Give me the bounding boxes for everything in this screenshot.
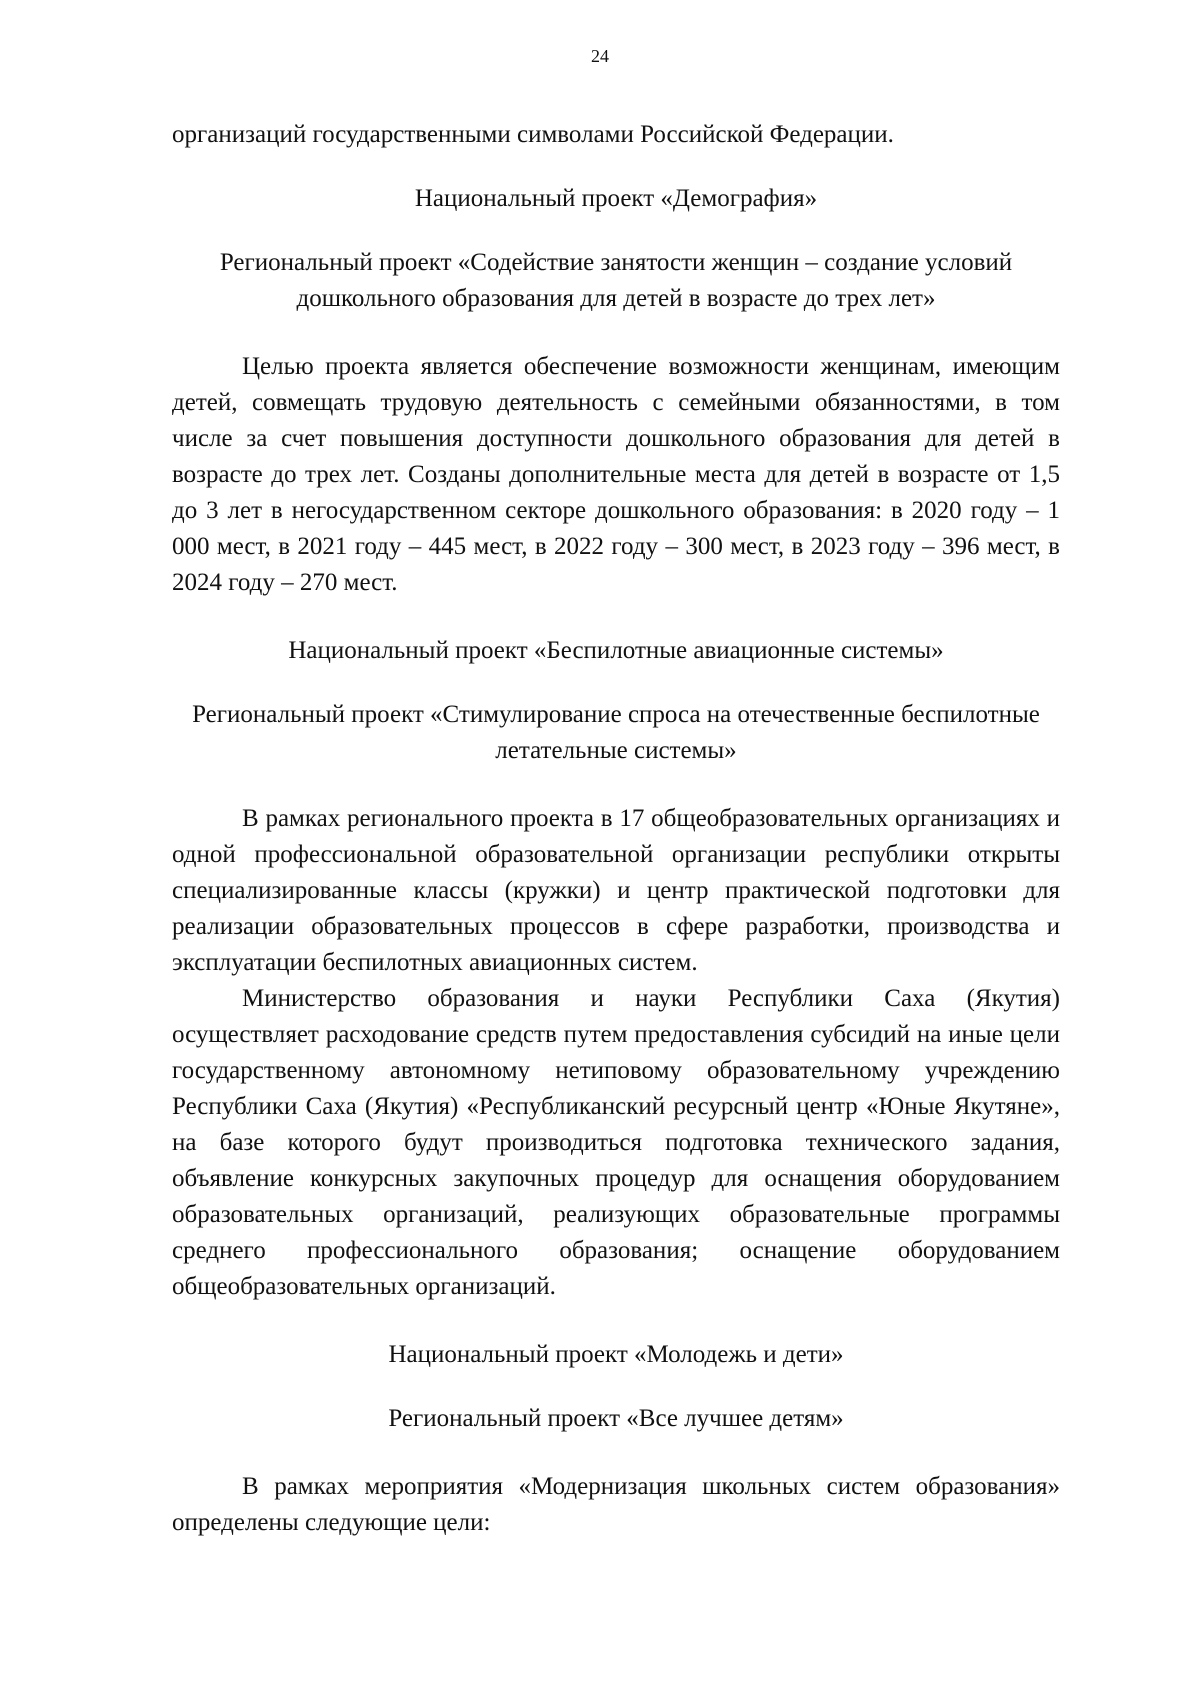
national-project-heading-youth: Национальный проект «Молодежь и дети»: [388, 1341, 844, 1368]
paragraph-drones-ministry: Министерство образования и науки Республики Саха (Якутия) осуществляет расходование средств путем предоставления субсидий на иные цели государственному автономному нетиповому образовательному учреждению Республики Саха (Якутия) «Республиканский ресурсный центр «Юные Якутяне», на базе которого будут производиться подготовка технического задания, объявление конкурсных закупочных процедур для оснащения оборудованием образовательных организаций, реализующих образовательные программы среднего профессионального образования; оснащение оборудованием общеобразовательных организаций.: [172, 985, 1060, 1300]
regional-project-heading-women-employment: Региональный проект «Содействие занятости женщин – создание условий дошкольного образования для детей в возрасте до трех лет»: [219, 249, 1013, 312]
regional-project-heading-drones: Региональный проект «Стимулирование спроса на отечественные беспилотные летательные системы»: [192, 701, 1040, 764]
continuation-paragraph: организаций государственными символами Российской Федерации.: [172, 121, 894, 148]
national-project-heading-drones: Национальный проект «Беспилотные авиационные системы»: [288, 637, 944, 664]
national-project-heading-demography: Национальный проект «Демография»: [414, 185, 818, 212]
page-number: 24: [591, 46, 609, 66]
regional-project-heading-best-for-children: Региональный проект «Все лучшее детям»: [388, 1405, 844, 1432]
paragraph-school-modernization: В рамках мероприятия «Модернизация школьных систем образования» определены следующие цели:: [172, 1473, 1060, 1536]
document-body: [172, 117, 1060, 1541]
paragraph-women-employment: Целью проекта является обеспечение возможности женщинам, имеющим детей, совмещать трудовую деятельность с семейными обязанностями, в том числе за счет повышения доступности дошкольного образования для детей в возрасте до трех лет. Созданы дополнительные места для детей в возрасте от 1,5 до 3 лет в негосударственном секторе дошкольного образования: в 2020 году – 1 000 мест, в 2021 году – 445 мест, в 2022 году – 300 мест, в 2023 году – 396 мест, в 2024 году – 270 мест.: [172, 353, 1060, 596]
paragraph-drones-classes: В рамках регионального проекта в 17 общеобразовательных организациях и одной профессиональной образовательной организации республики открыты специализированные классы (кружки) и центр практической подготовки для реализации образовательных процессов в сфере разработки, производства и эксплуатации беспилотных авиационных систем.: [172, 805, 1060, 976]
